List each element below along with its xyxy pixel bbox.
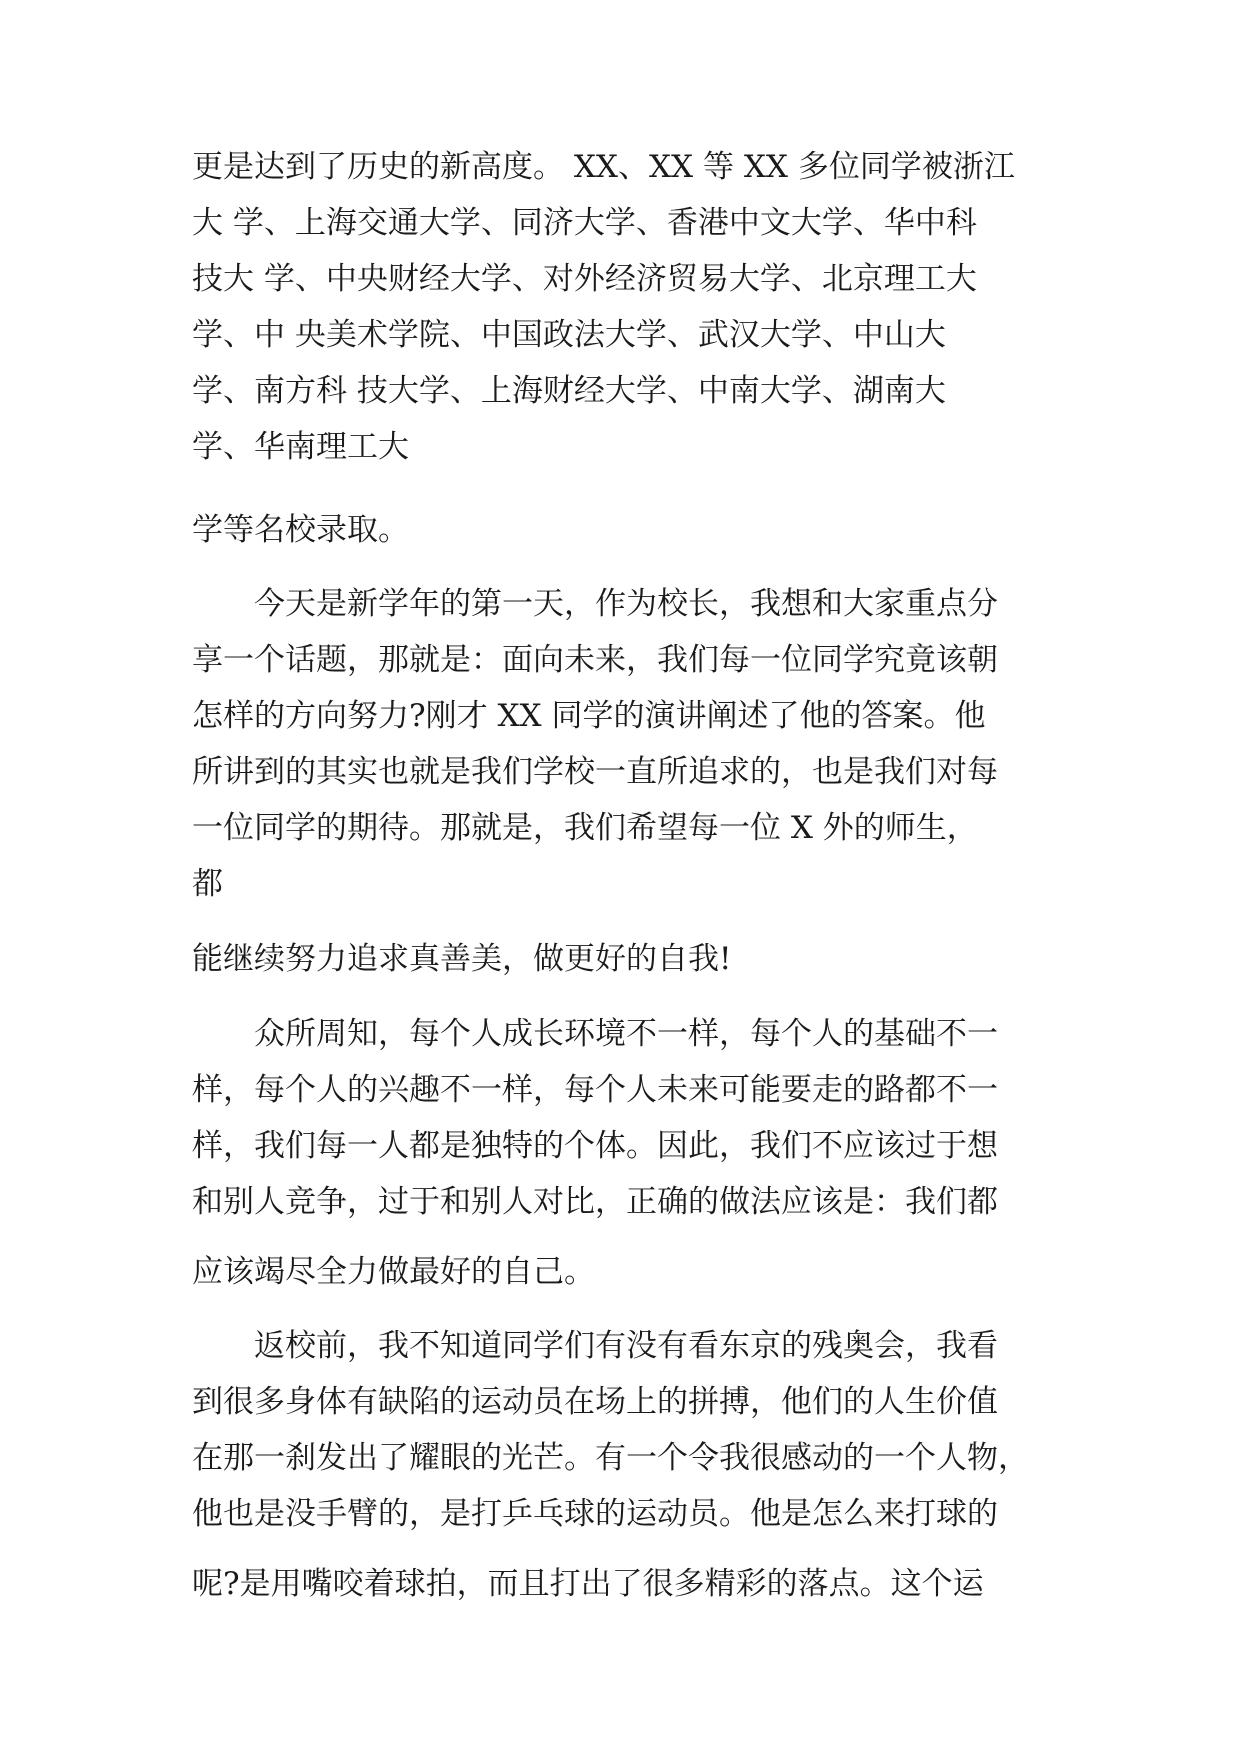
text-line: 能继续努力追求真善美，做更好的自我! [192,941,732,977]
text-line: 技大 学、中央财经大学、对外经济贸易大学、北京理工大 [192,261,977,297]
text-line: 一位同学的期待。那就是，我们希望每一位 X 外的师生， [192,810,978,846]
text-line: 学等名校录取。 [192,512,409,548]
text-line: 和别人竞争，过于和别人对比，正确的做法应该是：我们都 [192,1184,998,1220]
text-line: 在那一刹发出了耀眼的光芒。有一个令我很感动的一个人物， [192,1440,1029,1476]
text-line: 大 学、上海交通大学、同济大学、香港中文大学、华中科 [192,205,977,241]
text-line: 呢?是用嘴咬着球拍，而且打出了很多精彩的落点。这个运 [192,1566,984,1602]
text-line: 返校前，我不知道同学们有没有看东京的残奥会，我看 [254,1328,998,1364]
text-line: 所讲到的其实也就是我们学校一直所追求的，也是我们对每 [192,754,998,790]
text-line: 样，我们每一人都是独特的个体。因此，我们不应该过于想 [192,1128,998,1164]
text-line: 学、南方科 技大学、上海财经大学、中南大学、湖南大 [192,373,946,409]
text-line: 更是达到了历史的新高度。 XX、XX 等 XX 多位同学被浙江 [192,149,1015,185]
text-line: 他也是没手臂的，是打乒乓球的运动员。他是怎么来打球的 [192,1496,998,1532]
text-line: 学、中 央美术学院、中国政法大学、武汉大学、中山大 [192,317,946,353]
text-line: 样，每个人的兴趣不一样，每个人未来可能要走的路都不一 [192,1072,998,1108]
text-line: 学、华南理工大 [192,429,409,465]
text-line: 今天是新学年的第一天，作为校长，我想和大家重点分 [254,586,998,622]
text-line: 应该竭尽全力做最好的自己。 [192,1254,595,1290]
text-line: 怎样的方向努力?刚才 XX 同学的演讲阐述了他的答案。他 [192,698,986,734]
text-line: 享一个话题，那就是：面向未来，我们每一位同学究竟该朝 [192,642,998,678]
text-line: 都 [192,866,223,902]
text-line: 到很多身体有缺陷的运动员在场上的拼搏，他们的人生价值 [192,1384,998,1420]
text-line: 众所周知，每个人成长环境不一样，每个人的基础不一 [254,1016,998,1052]
